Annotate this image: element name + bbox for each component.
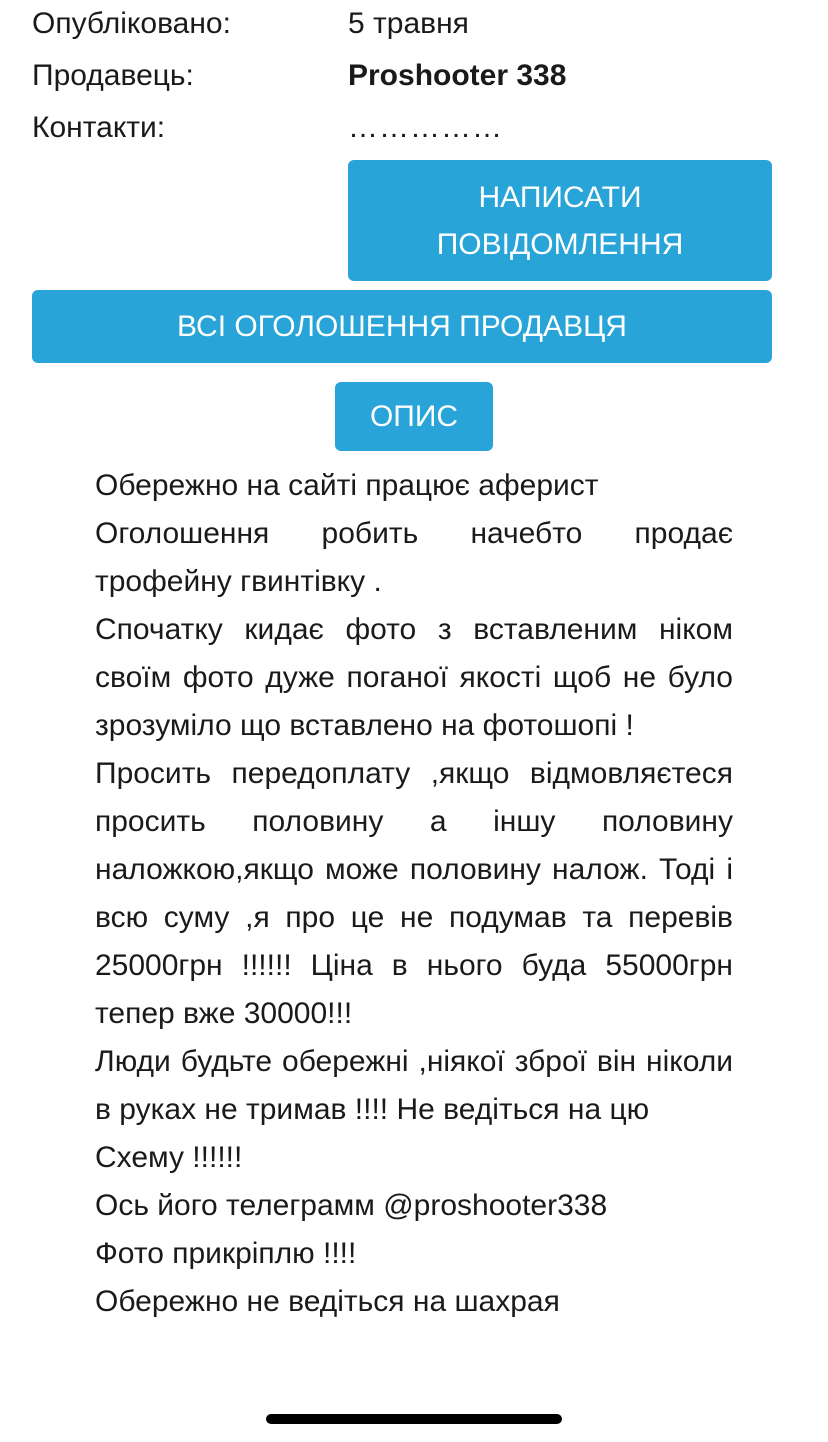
write-message-label-line2: ПОВІДОМЛЕННЯ — [436, 227, 684, 261]
contacts-label: Контакти: — [32, 111, 166, 144]
description-tab-label: ОПИС — [369, 399, 459, 433]
description-paragraph: Просить передоплату ,якщо відмовляєтеся просить половину а іншу половину наложкою,якщо може половину налож. Тоді і всю суму ,я про це не подумав та перевів 25000грн !!!!!! Ціна в нього буда 55000грн тепер вже 30000!!! — [95, 757, 733, 1030]
description-paragraph: Схему !!!!!! — [95, 1141, 243, 1174]
description-paragraph: Обережно не ведіться на шахрая — [95, 1285, 560, 1318]
description-paragraph: Спочатку кидає фото з вставленим ніком своїм фото дуже поганої якості щоб не було зрозуміло що вставлено на фотошопі ! — [95, 613, 733, 742]
contacts-value: …………… — [348, 111, 503, 144]
seller-name[interactable]: Proshooter 338 — [348, 59, 567, 92]
description-text — [95, 462, 733, 1326]
description-paragraph: Обережно на сайті працює аферист — [95, 469, 599, 502]
write-message-button[interactable] — [348, 160, 772, 281]
description-paragraph[interactable]: Ось його телеграмм @proshooter338 — [95, 1189, 608, 1222]
description-tab-button[interactable] — [335, 382, 493, 451]
seller-label: Продавець: — [32, 59, 194, 92]
all-seller-ads-button[interactable] — [32, 290, 772, 363]
write-message-label-line1: НАПИСАТИ — [478, 180, 642, 214]
description-paragraph: Фото прикріплю !!!! — [95, 1237, 357, 1270]
description-paragraph: Люди будьте обережні ,ніякої зброї він ніколи в руках не тримав !!!! Не ведіться на цю — [95, 1045, 733, 1126]
all-seller-ads-label: ВСІ ОГОЛОШЕННЯ ПРОДАВЦЯ — [177, 309, 627, 343]
published-date: 5 травня — [348, 7, 469, 40]
description-paragraph: Оголошення робить начебто продає трофейну гвинтівку . — [95, 517, 733, 598]
home-indicator[interactable] — [266, 1414, 562, 1424]
published-label: Опубліковано: — [32, 7, 231, 40]
